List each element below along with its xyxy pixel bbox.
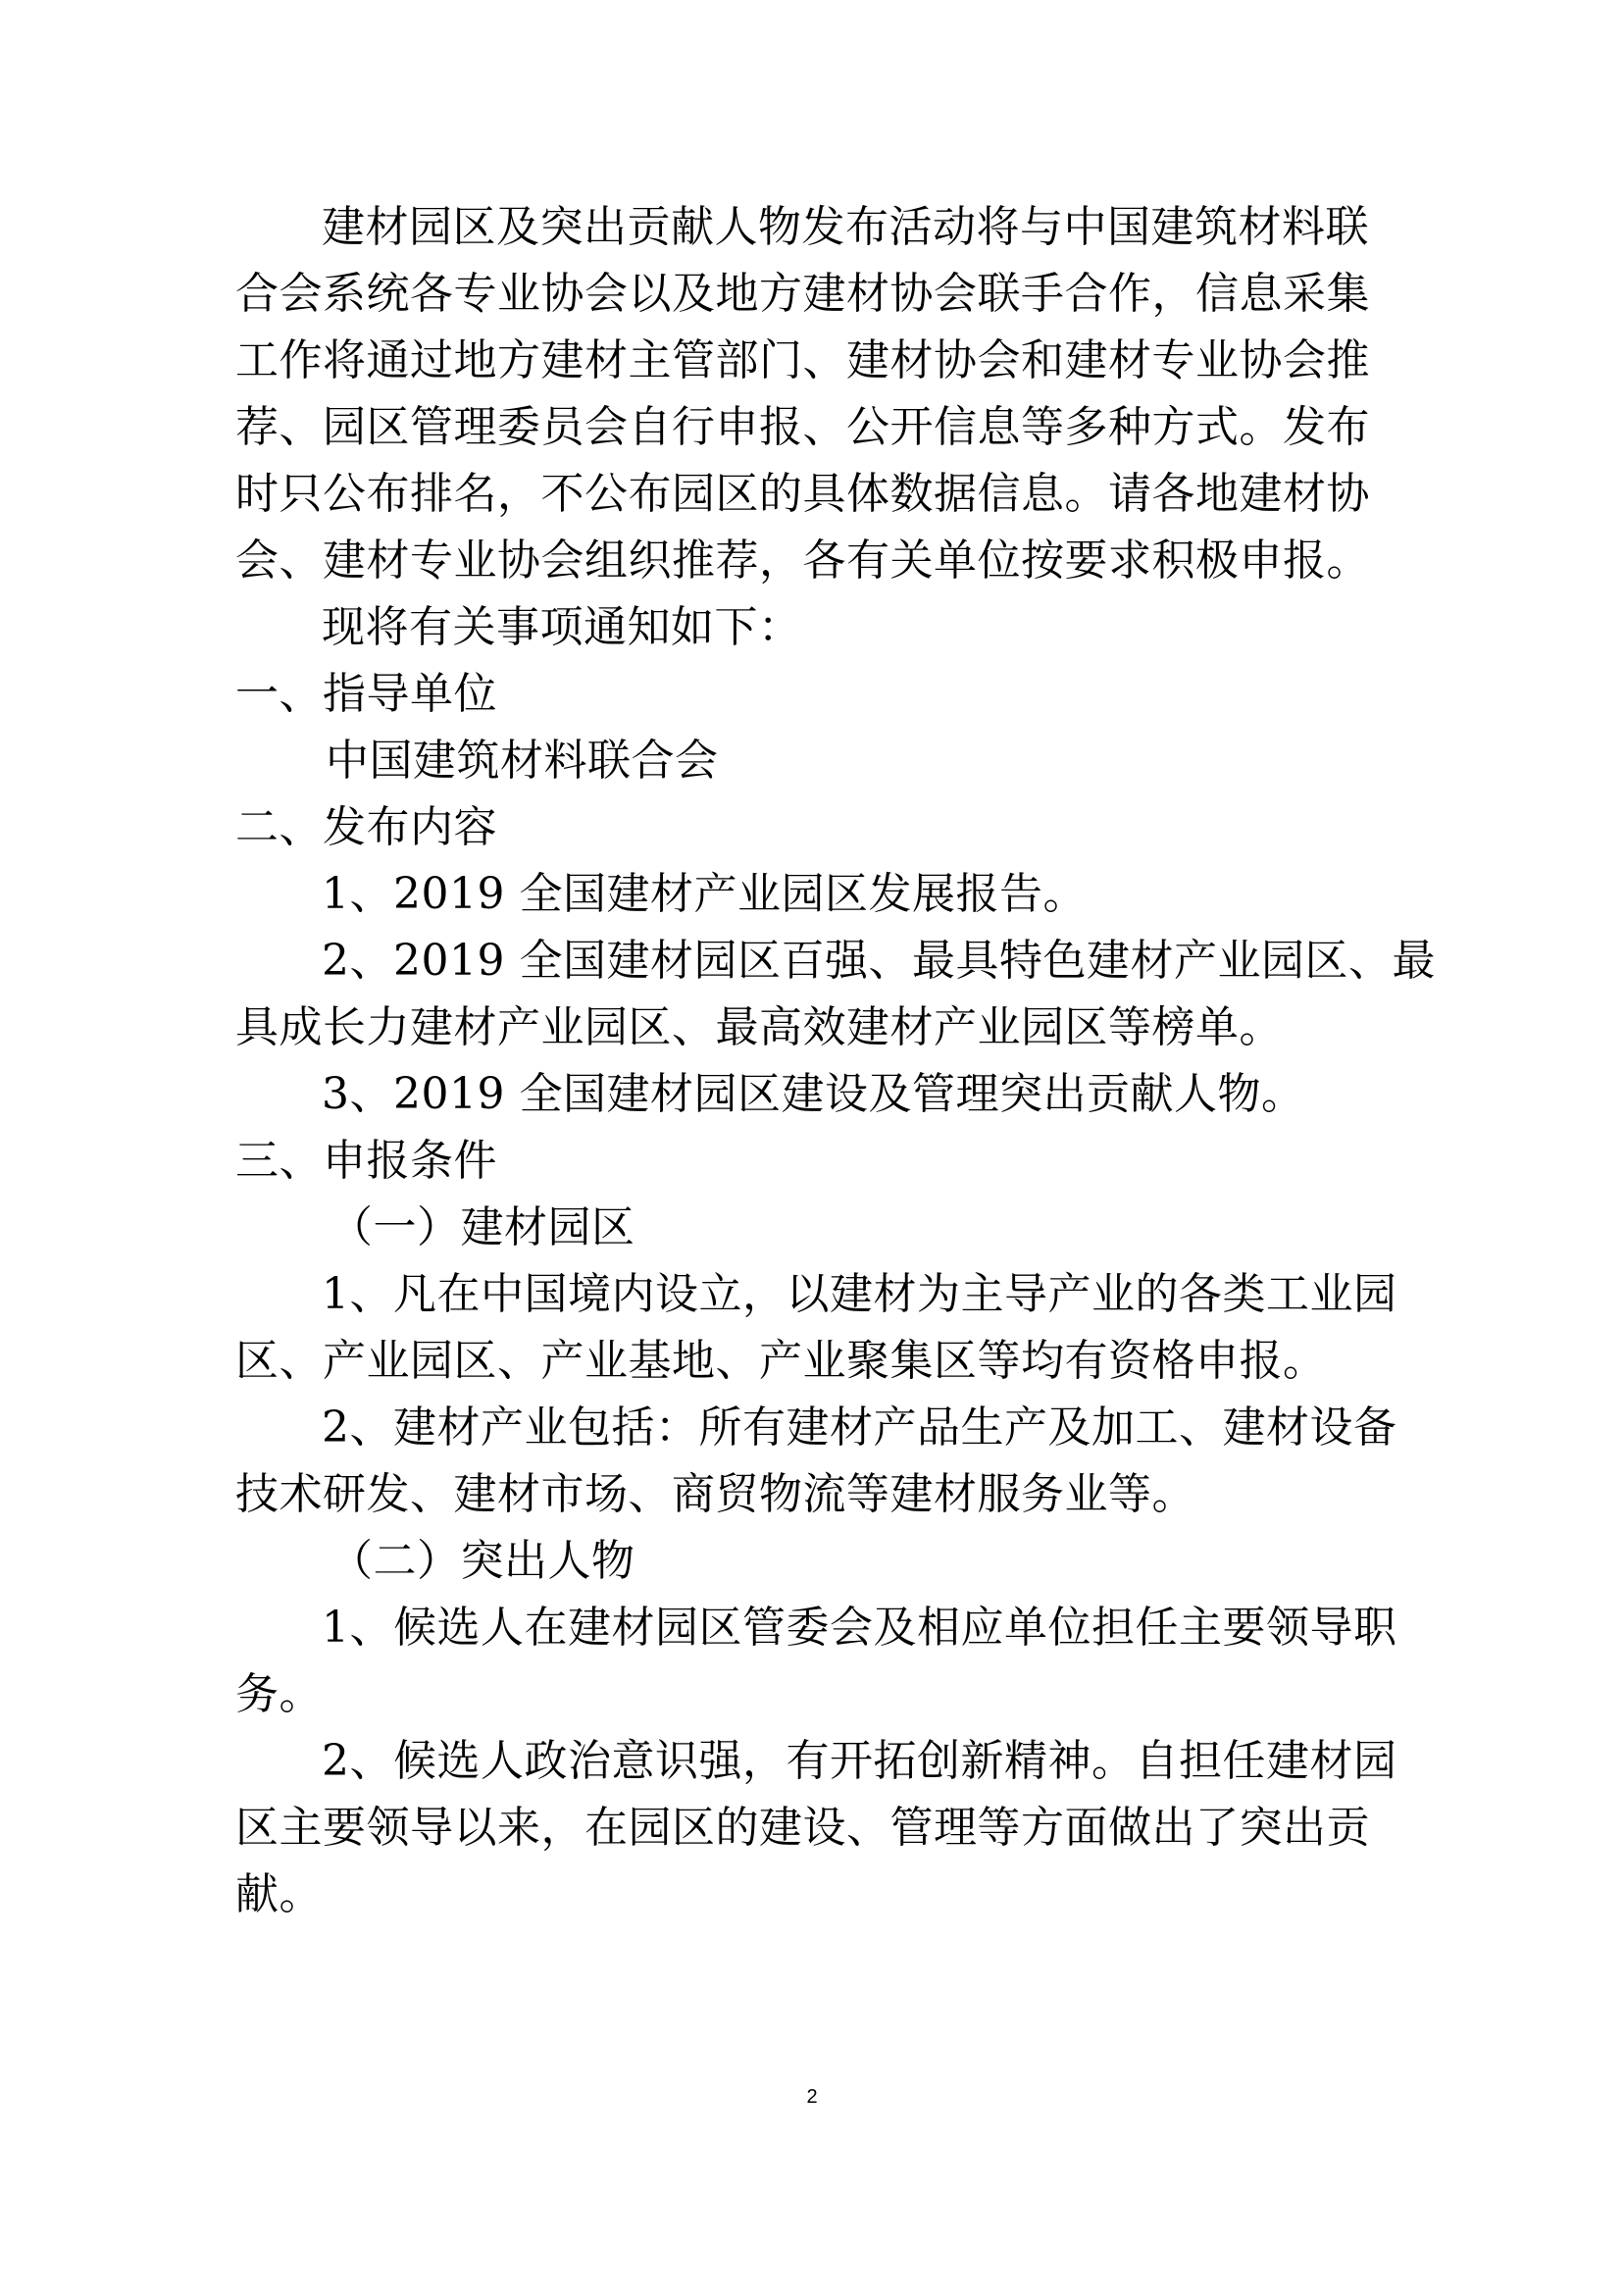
- text-line: 技术研发、建材市场、商贸物流等建材服务业等。: [235, 1469, 1195, 1519]
- text-line: 时只公布排名，不公布园区的具体数据信息。请各地建材协: [235, 469, 1370, 519]
- text-line: 区主要领导以来，在园区的建设、管理等方面做出了突出贡: [235, 1803, 1370, 1853]
- subheading-line: （一）建材园区: [330, 1202, 635, 1252]
- list-item-release-rankings: [235, 928, 1436, 1061]
- text-line: 建材园区及突出贡献人物发布活动将与中国建筑材料联: [322, 202, 1369, 252]
- paragraph-guiding-unit: [235, 728, 1402, 794]
- text-line: 荐、园区管理委员会自行申报、公开信息等多种方式。发布: [235, 402, 1370, 452]
- list-item-parks-eligibility: [235, 1261, 1402, 1395]
- list-item-figures-position: [235, 1595, 1402, 1728]
- text-line: 具成长力建材产业园区、最高效建材产业园区等榜单。: [235, 1002, 1283, 1052]
- text-line: 3、2019 全国建材园区建设及管理突出贡献人物。: [322, 1069, 1305, 1119]
- heading-line: 三、申报条件: [235, 1136, 497, 1186]
- subheading-line: （二）突出人物: [330, 1536, 635, 1586]
- text-line: 现将有关事项通知如下：: [322, 602, 802, 652]
- paragraph-intro: [235, 194, 1402, 594]
- text-line: 2、候选人政治意识强，有开拓创新精神。自担任建材园: [322, 1736, 1397, 1786]
- text-line: 2、2019 全国建材园区百强、最具特色建材产业园区、最: [322, 936, 1436, 986]
- text-line: 2、建材产业包括：所有建材产品生产及加工、建材设备: [322, 1402, 1397, 1453]
- document-body: [235, 194, 1436, 1928]
- text-line: 会、建材专业协会组织推荐，各有关单位按要求积极申报。: [235, 536, 1370, 586]
- list-item-release-figures: [235, 1061, 1402, 1128]
- subheading-parks: [235, 1195, 1402, 1261]
- text-line: 献。: [235, 1869, 323, 1919]
- heading-line: 一、指导单位: [235, 669, 497, 719]
- subheading-outstanding-figures: [235, 1528, 1402, 1595]
- text-line: 合会系统各专业协会以及地方建材协会联手合作，信息采集: [235, 269, 1370, 319]
- section-heading-guiding-unit: [235, 661, 1402, 728]
- text-line: 1、凡在中国境内设立，以建材为主导产业的各类工业园: [322, 1269, 1397, 1319]
- list-item-release-report: [235, 861, 1402, 928]
- text-line: 1、2019 全国建材产业园区发展报告。: [322, 869, 1087, 919]
- paragraph-notice: [235, 594, 1402, 661]
- text-line: 务。: [235, 1669, 323, 1719]
- text-line: 1、候选人在建材园区管委会及相应单位担任主要领导职: [322, 1603, 1397, 1653]
- text-line: 工作将通过地方建材主管部门、建材协会和建材专业协会推: [235, 335, 1370, 385]
- list-item-parks-industry-scope: [235, 1395, 1402, 1528]
- list-item-figures-contribution: [235, 1728, 1402, 1928]
- section-heading-release-content: [235, 794, 1402, 861]
- page-number: 2: [806, 2086, 818, 2108]
- heading-line: 二、发布内容: [235, 802, 497, 852]
- text-line: 区、产业园区、产业基地、产业聚集区等均有资格申报。: [235, 1336, 1327, 1386]
- text-line: 中国建筑材料联合会: [326, 736, 719, 786]
- section-heading-application-conditions: [235, 1128, 1402, 1195]
